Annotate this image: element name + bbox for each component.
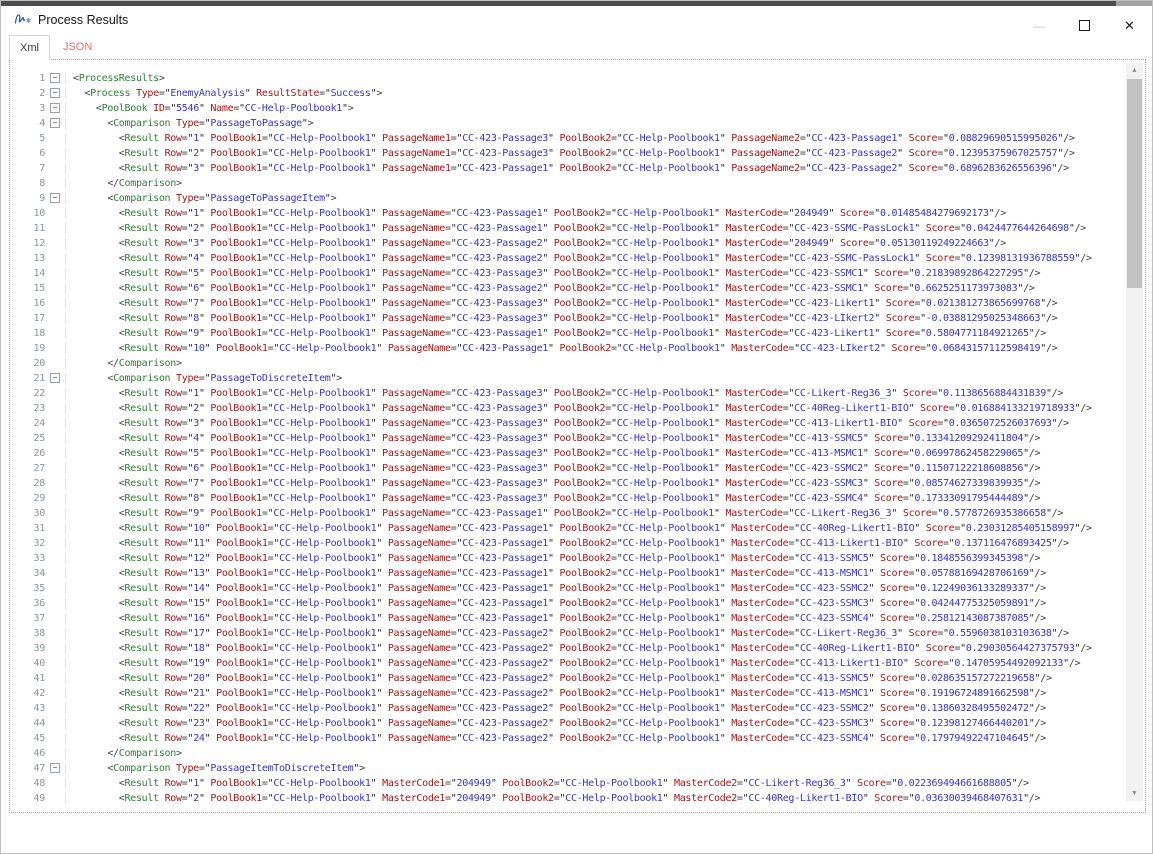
code-line[interactable] xyxy=(11,161,1126,176)
code-text: <Result Row="1" PoolBook1="CC-Help-Poolbook1" PassageName1="CC-423-Passage3" PoolBook2="CC-Help-Poolbook1" PassageName2="CC-423-Passage1" Score="0.08829690515995026"/> xyxy=(65,133,1075,144)
line-number: 26 xyxy=(33,448,45,459)
line-number: 14 xyxy=(33,268,45,279)
fold-collapse-icon[interactable]: − xyxy=(50,73,60,83)
line-number: 3 xyxy=(39,103,45,114)
fold-collapse-icon[interactable]: − xyxy=(50,103,60,113)
code-line[interactable] xyxy=(11,791,1126,806)
fold-margin xyxy=(45,71,65,86)
code-text: <Result Row="21" PoolBook1="CC-Help-Poolbook1" PassageName="CC-423-Passage2" PoolBook2="CC-Help-Poolbook1" MasterCode="CC-413-MSMC1" Score="0.19196724891662598"/> xyxy=(65,688,1046,699)
fold-collapse-icon[interactable]: − xyxy=(50,88,60,98)
code-line[interactable] xyxy=(11,71,1126,86)
code-line[interactable] xyxy=(11,221,1126,236)
code-text: <Result Row="24" PoolBook1="CC-Help-Poolbook1" PassageName="CC-423-Passage2" PoolBook2="CC-Help-Poolbook1" MasterCode="CC-423-SSMC4" Score="0.17979492247104645"/> xyxy=(65,733,1046,744)
code-line[interactable] xyxy=(11,371,1126,386)
line-number: 9 xyxy=(39,193,45,204)
line-number: 32 xyxy=(33,538,45,549)
code-text: <Result Row="8" PoolBook1="CC-Help-Poolbook1" PassageName="CC-423-Passage3" PoolBook2="CC-Help-Poolbook1" MasterCode="CC-423-SSMC4" Score="0.17333091795444489"/> xyxy=(65,493,1040,504)
code-text: </Comparison> xyxy=(65,748,182,759)
code-text: <Result Row="2" PoolBook1="CC-Help-Poolbook1" PassageName="CC-423-Passage1" PoolBook2="CC-Help-Poolbook1" MasterCode="CC-423-SSMC-PassLock1" Score="0.0424477644264698"/> xyxy=(65,223,1086,234)
code-line[interactable] xyxy=(11,311,1126,326)
code-text: <Result Row="19" PoolBook1="CC-Help-Poolbook1" PassageName="CC-423-Passage2" PoolBook2="CC-Help-Poolbook1" MasterCode="CC-413-Likert1-BIO" Score="0.14705954492092133"/> xyxy=(65,658,1080,669)
line-number: 38 xyxy=(33,628,45,639)
line-number: 31 xyxy=(33,523,45,534)
line-number: 41 xyxy=(33,673,45,684)
code-text: <Result Row="1" PoolBook1="CC-Help-Poolbook1" PassageName="CC-423-Passage1" PoolBook2="CC-Help-Poolbook1" MasterCode="204949" Score="0.01485484279692173"/> xyxy=(65,208,1006,219)
code-line[interactable] xyxy=(11,761,1126,776)
window-title: Process Results xyxy=(38,13,129,27)
code-line[interactable] xyxy=(11,236,1126,251)
tab-page-panel xyxy=(9,59,1146,813)
code-text: <Result Row="2" PoolBook1="CC-Help-Poolbook1" PassageName1="CC-423-Passage3" PoolBook2="CC-Help-Poolbook1" PassageName2="CC-423-Passage2" Score="0.12395375967025757"/> xyxy=(65,148,1075,159)
line-number: 10 xyxy=(33,208,45,219)
code-line[interactable] xyxy=(11,86,1126,101)
fold-margin xyxy=(45,86,65,101)
line-number: 25 xyxy=(33,433,45,444)
code-text: <Result Row="2" PoolBook1="CC-Help-Poolbook1" MasterCode1="204949" PoolBook2="CC-Help-Poolbook1" MasterCode2="CC-40Reg-Likert1-BIO" Score="0.03630039468407631"/> xyxy=(65,793,1040,804)
line-number: 47 xyxy=(33,763,45,774)
code-line[interactable] xyxy=(11,401,1126,416)
line-number: 21 xyxy=(33,373,45,384)
tab-xml[interactable]: Xml xyxy=(9,35,50,60)
window-controls xyxy=(1017,11,1152,40)
close-button[interactable] xyxy=(1107,11,1152,40)
tab-json[interactable]: JSON xyxy=(62,41,93,53)
code-line[interactable] xyxy=(11,251,1126,266)
line-number: 28 xyxy=(33,478,45,489)
code-text: <Result Row="7" PoolBook1="CC-Help-Poolbook1" PassageName="CC-423-Passage3" PoolBook2="CC-Help-Poolbook1" MasterCode="CC-423-Likert1" Score="0.021381273865699768"/> xyxy=(65,298,1057,309)
code-line[interactable] xyxy=(11,101,1126,116)
code-line[interactable] xyxy=(11,431,1126,446)
line-number: 20 xyxy=(33,358,45,369)
scroll-up-icon[interactable]: ▲ xyxy=(1131,67,1138,74)
code-line[interactable] xyxy=(11,506,1126,521)
code-line[interactable] xyxy=(11,521,1126,536)
code-line[interactable] xyxy=(11,341,1126,356)
code-text: </Comparison> xyxy=(65,358,182,369)
code-line[interactable] xyxy=(11,116,1126,131)
fold-margin xyxy=(45,116,65,131)
line-number: 23 xyxy=(33,403,45,414)
code-line[interactable] xyxy=(11,296,1126,311)
line-number: 48 xyxy=(33,778,45,789)
line-number: 44 xyxy=(33,718,45,729)
code-text: <Result Row="13" PoolBook1="CC-Help-Poolbook1" PassageName="CC-423-Passage1" PoolBook2="CC-Help-Poolbook1" MasterCode="CC-413-MSMC1" Score="0.05788169428706169"/> xyxy=(65,568,1046,579)
line-number: 1 xyxy=(39,73,45,84)
close-icon: ✕ xyxy=(1124,17,1135,33)
code-text: <Result Row="14" PoolBook1="CC-Help-Poolbook1" PassageName="CC-423-Passage1" PoolBook2="CC-Help-Poolbook1" MasterCode="CC-423-SSMC2" Score="0.12249036133289337"/> xyxy=(65,583,1046,594)
code-text: <Result Row="12" PoolBook1="CC-Help-Poolbook1" PassageName="CC-423-Passage1" PoolBook2="CC-Help-Poolbook1" MasterCode="CC-413-SSMC5" Score="0.1848556399345398"/> xyxy=(65,553,1040,564)
fold-collapse-icon[interactable]: − xyxy=(50,373,60,383)
code-text: <Result Row="1" PoolBook1="CC-Help-Poolbook1" MasterCode1="204949" PoolBook2="CC-Help-Poolbook1" MasterCode2="CC-Likert-Reg36_3" Score="0.022369494661688805"/> xyxy=(65,778,1029,789)
app-icon xyxy=(14,12,34,28)
line-number: 16 xyxy=(33,298,45,309)
code-text: <Result Row="22" PoolBook1="CC-Help-Poolbook1" PassageName="CC-423-Passage2" PoolBook2="CC-Help-Poolbook1" MasterCode="CC-423-SSMC2" Score="0.13860328495502472"/> xyxy=(65,703,1046,714)
code-text: <Comparison Type="PassageItemToDiscreteItem"> xyxy=(65,763,365,774)
code-text: </Comparison> xyxy=(65,178,182,189)
scrollbar-thumb[interactable] xyxy=(1127,79,1142,288)
code-line[interactable] xyxy=(11,701,1126,716)
code-line[interactable] xyxy=(11,281,1126,296)
maximize-icon xyxy=(1079,20,1090,31)
vertical-scrollbar[interactable] xyxy=(1126,63,1143,801)
code-line[interactable] xyxy=(11,686,1126,701)
line-number: 5 xyxy=(39,133,45,144)
fold-margin xyxy=(45,191,65,206)
code-text: <Result Row="4" PoolBook1="CC-Help-Poolbook1" PassageName="CC-423-Passage2" PoolBook2="CC-Help-Poolbook1" MasterCode="CC-423-SSMC-PassLock1" Score="0.12398131936788559"/> xyxy=(65,253,1092,264)
line-number: 29 xyxy=(33,493,45,504)
maximize-button[interactable] xyxy=(1062,11,1107,40)
code-line[interactable] xyxy=(11,611,1126,626)
line-number: 45 xyxy=(33,733,45,744)
code-line[interactable] xyxy=(11,146,1126,161)
code-line[interactable] xyxy=(11,551,1126,566)
code-text: <Result Row="10" PoolBook1="CC-Help-Poolbook1" PassageName="CC-423-Passage1" PoolBook2="CC-Help-Poolbook1" MasterCode="CC-423-LIkert2" Score="0.06843157112598419"/> xyxy=(65,343,1057,354)
code-line[interactable] xyxy=(11,776,1126,791)
fold-collapse-icon[interactable]: − xyxy=(50,193,60,203)
code-line[interactable] xyxy=(11,656,1126,671)
line-number: 6 xyxy=(39,148,45,159)
code-text: <Result Row="23" PoolBook1="CC-Help-Poolbook1" PassageName="CC-423-Passage2" PoolBook2="CC-Help-Poolbook1" MasterCode="CC-423-SSMC3" Score="0.12398127466440201"/> xyxy=(65,718,1046,729)
line-number: 12 xyxy=(33,238,45,249)
line-number: 15 xyxy=(33,283,45,294)
line-number: 43 xyxy=(33,703,45,714)
code-text: <Result Row="8" PoolBook1="CC-Help-Poolbook1" PassageName="CC-423-Passage3" PoolBook2="CC-Help-Poolbook1" MasterCode="CC-423-LIkert2" Score="-0.03881295025348663"/> xyxy=(65,313,1057,324)
code-text: <PoolBook ID="5546" Name="CC-Help-Poolbook1"> xyxy=(65,103,353,114)
code-line[interactable] xyxy=(11,566,1126,581)
line-number: 27 xyxy=(33,463,45,474)
fold-collapse-icon[interactable]: − xyxy=(50,118,60,128)
code-text: <Result Row="7" PoolBook1="CC-Help-Poolbook1" PassageName="CC-423-Passage3" PoolBook2="CC-Help-Poolbook1" MasterCode="CC-423-SSMC3" Score="0.08574627339839935"/> xyxy=(65,478,1040,489)
code-text: <Result Row="2" PoolBook1="CC-Help-Poolbook1" PassageName="CC-423-Passage3" PoolBook2="CC-Help-Poolbook1" MasterCode="CC-40Reg-Likert1-BIO" Score="0.016884133219718933"/> xyxy=(65,403,1092,414)
code-text: <Result Row="9" PoolBook1="CC-Help-Poolbook1" PassageName="CC-423-Passage1" PoolBook2="CC-Help-Poolbook1" MasterCode="CC-Likert-Reg36_3" Score="0.5778726935386658"/> xyxy=(65,508,1063,519)
code-line[interactable] xyxy=(11,206,1126,221)
code-line[interactable] xyxy=(11,716,1126,731)
code-text: <Result Row="18" PoolBook1="CC-Help-Poolbook1" PassageName="CC-423-Passage2" PoolBook2="CC-Help-Poolbook1" MasterCode="CC-40Reg-Likert1-BIO" Score="0.29030564427375793"/> xyxy=(65,643,1092,654)
code-text: <Comparison Type="PassageToPassageItem"> xyxy=(65,193,336,204)
code-text: <Result Row="9" PoolBook1="CC-Help-Poolbook1" PassageName="CC-423-Passage1" PoolBook2="CC-Help-Poolbook1" MasterCode="CC-423-Likert1" Score="0.5804771184921265"/> xyxy=(65,328,1046,339)
code-line[interactable] xyxy=(11,266,1126,281)
code-text: <Result Row="17" PoolBook1="CC-Help-Poolbook1" PassageName="CC-423-Passage2" PoolBook2="CC-Help-Poolbook1" MasterCode="CC-Likert-Reg36_3" Score="0.5596038103103638"/> xyxy=(65,628,1069,639)
code-line[interactable] xyxy=(11,746,1126,761)
code-line[interactable] xyxy=(11,671,1126,686)
line-number: 19 xyxy=(33,343,45,354)
line-number: 35 xyxy=(33,583,45,594)
code-line[interactable] xyxy=(11,131,1126,146)
fold-margin xyxy=(45,761,65,776)
line-number: 11 xyxy=(33,223,45,234)
code-text: <Result Row="1" PoolBook1="CC-Help-Poolbook1" PassageName="CC-423-Passage3" PoolBook2="CC-Help-Poolbook1" MasterCode="CC-Likert-Reg36_3" Score="0.1138656884431839"/> xyxy=(65,388,1063,399)
code-text: <Result Row="5" PoolBook1="CC-Help-Poolbook1" PassageName="CC-423-Passage3" PoolBook2="CC-Help-Poolbook1" MasterCode="CC-423-SSMC1" Score="0.21839892864227295"/> xyxy=(65,268,1040,279)
code-text: <Result Row="20" PoolBook1="CC-Help-Poolbook1" PassageName="CC-423-Passage2" PoolBook2="CC-Help-Poolbook1" MasterCode="CC-413-SSMC5" Score="0.028635157272219658"/> xyxy=(65,673,1052,684)
xml-editor[interactable] xyxy=(10,60,1126,812)
code-line[interactable] xyxy=(11,596,1126,611)
code-line[interactable] xyxy=(11,446,1126,461)
code-text: <Comparison Type="PassageToPassage"> xyxy=(65,118,313,129)
code-line[interactable] xyxy=(11,731,1126,746)
minimize-icon: — xyxy=(1033,18,1046,33)
code-line[interactable] xyxy=(11,356,1126,371)
line-number: 49 xyxy=(33,793,45,804)
code-text: <Result Row="15" PoolBook1="CC-Help-Poolbook1" PassageName="CC-423-Passage1" PoolBook2="CC-Help-Poolbook1" MasterCode="CC-423-SSMC3" Score="0.04244775325059891"/> xyxy=(65,598,1046,609)
code-text: <Result Row="3" PoolBook1="CC-Help-Poolbook1" PassageName1="CC-423-Passage1" PoolBook2="CC-Help-Poolbook1" PassageName2="CC-423-Passage2" Score="0.6896283626556396"/> xyxy=(65,163,1069,174)
fold-collapse-icon[interactable]: − xyxy=(50,763,60,773)
code-text: <Result Row="5" PoolBook1="CC-Help-Poolbook1" PassageName="CC-423-Passage3" PoolBook2="CC-Help-Poolbook1" MasterCode="CC-413-MSMC1" Score="0.06997862458229065"/> xyxy=(65,448,1040,459)
code-text: <Comparison Type="PassageToDiscreteItem"> xyxy=(65,373,342,384)
minimize-button[interactable] xyxy=(1017,11,1062,40)
line-number: 42 xyxy=(33,688,45,699)
code-line[interactable] xyxy=(11,581,1126,596)
line-number: 37 xyxy=(33,613,45,624)
line-number: 24 xyxy=(33,418,45,429)
code-text: <Process Type="EnemyAnalysis" ResultState="Success"> xyxy=(65,88,382,99)
line-number: 18 xyxy=(33,328,45,339)
code-text: <Result Row="3" PoolBook1="CC-Help-Poolbook1" PassageName="CC-423-Passage2" PoolBook2="CC-Help-Poolbook1" MasterCode="204949" Score="0.05130119249224663"/> xyxy=(65,238,1006,249)
code-text: <ProcessResults> xyxy=(65,73,165,84)
code-line[interactable] xyxy=(11,476,1126,491)
code-text: <Result Row="10" PoolBook1="CC-Help-Poolbook1" PassageName="CC-423-Passage1" PoolBook2="CC-Help-Poolbook1" MasterCode="CC-40Reg-Likert1-BIO" Score="0.23031285405158997"/> xyxy=(65,523,1092,534)
line-number: 40 xyxy=(33,658,45,669)
line-number: 36 xyxy=(33,598,45,609)
code-line[interactable] xyxy=(11,491,1126,506)
fold-margin xyxy=(45,371,65,386)
scroll-down-icon[interactable]: ▼ xyxy=(1131,790,1138,797)
line-number: 8 xyxy=(39,178,45,189)
line-number: 2 xyxy=(39,88,45,99)
code-line[interactable] xyxy=(11,461,1126,476)
code-line[interactable] xyxy=(11,191,1126,206)
code-line[interactable] xyxy=(11,176,1126,191)
code-text: <Result Row="6" PoolBook1="CC-Help-Poolbook1" PassageName="CC-423-Passage3" PoolBook2="CC-Help-Poolbook1" MasterCode="CC-423-SSMC2" Score="0.11507122218608856"/> xyxy=(65,463,1040,474)
code-text: <Result Row="11" PoolBook1="CC-Help-Poolbook1" PassageName="CC-423-Passage1" PoolBook2="CC-Help-Poolbook1" MasterCode="CC-413-Likert1-BIO" Score="0.137116476893425"/> xyxy=(65,538,1069,549)
code-text: <Result Row="3" PoolBook1="CC-Help-Poolbook1" PassageName="CC-423-Passage3" PoolBook2="CC-Help-Poolbook1" MasterCode="CC-413-Likert1-BIO" Score="0.0365072526037693"/> xyxy=(65,418,1069,429)
tab-bar xyxy=(9,35,105,59)
line-number: 34 xyxy=(33,568,45,579)
line-number: 13 xyxy=(33,253,45,264)
line-number: 46 xyxy=(33,748,45,759)
code-line[interactable] xyxy=(11,536,1126,551)
code-line[interactable] xyxy=(11,626,1126,641)
code-text: <Result Row="16" PoolBook1="CC-Help-Poolbook1" PassageName="CC-423-Passage1" PoolBook2="CC-Help-Poolbook1" MasterCode="CC-423-SSMC4" Score="0.25812143087387085"/> xyxy=(65,613,1046,624)
code-line[interactable] xyxy=(11,386,1126,401)
line-number: 33 xyxy=(33,553,45,564)
line-number: 4 xyxy=(39,118,45,129)
code-line[interactable] xyxy=(11,416,1126,431)
line-number: 22 xyxy=(33,388,45,399)
line-number: 17 xyxy=(33,313,45,324)
code-text: <Result Row="6" PoolBook1="CC-Help-Poolbook1" PassageName="CC-423-Passage2" PoolBook2="CC-Help-Poolbook1" MasterCode="CC-423-SSMC1" Score="0.6625251173973083"/> xyxy=(65,283,1035,294)
code-line[interactable] xyxy=(11,326,1126,341)
line-number: 30 xyxy=(33,508,45,519)
fold-margin xyxy=(45,101,65,116)
code-line[interactable] xyxy=(11,641,1126,656)
titlebar[interactable] xyxy=(1,6,1152,35)
code-text: <Result Row="4" PoolBook1="CC-Help-Poolbook1" PassageName="CC-423-Passage3" PoolBook2="CC-Help-Poolbook1" MasterCode="CC-413-SSMC5" Score="0.13341209292411804"/> xyxy=(65,433,1040,444)
line-number: 7 xyxy=(39,163,45,174)
line-number: 39 xyxy=(33,643,45,654)
